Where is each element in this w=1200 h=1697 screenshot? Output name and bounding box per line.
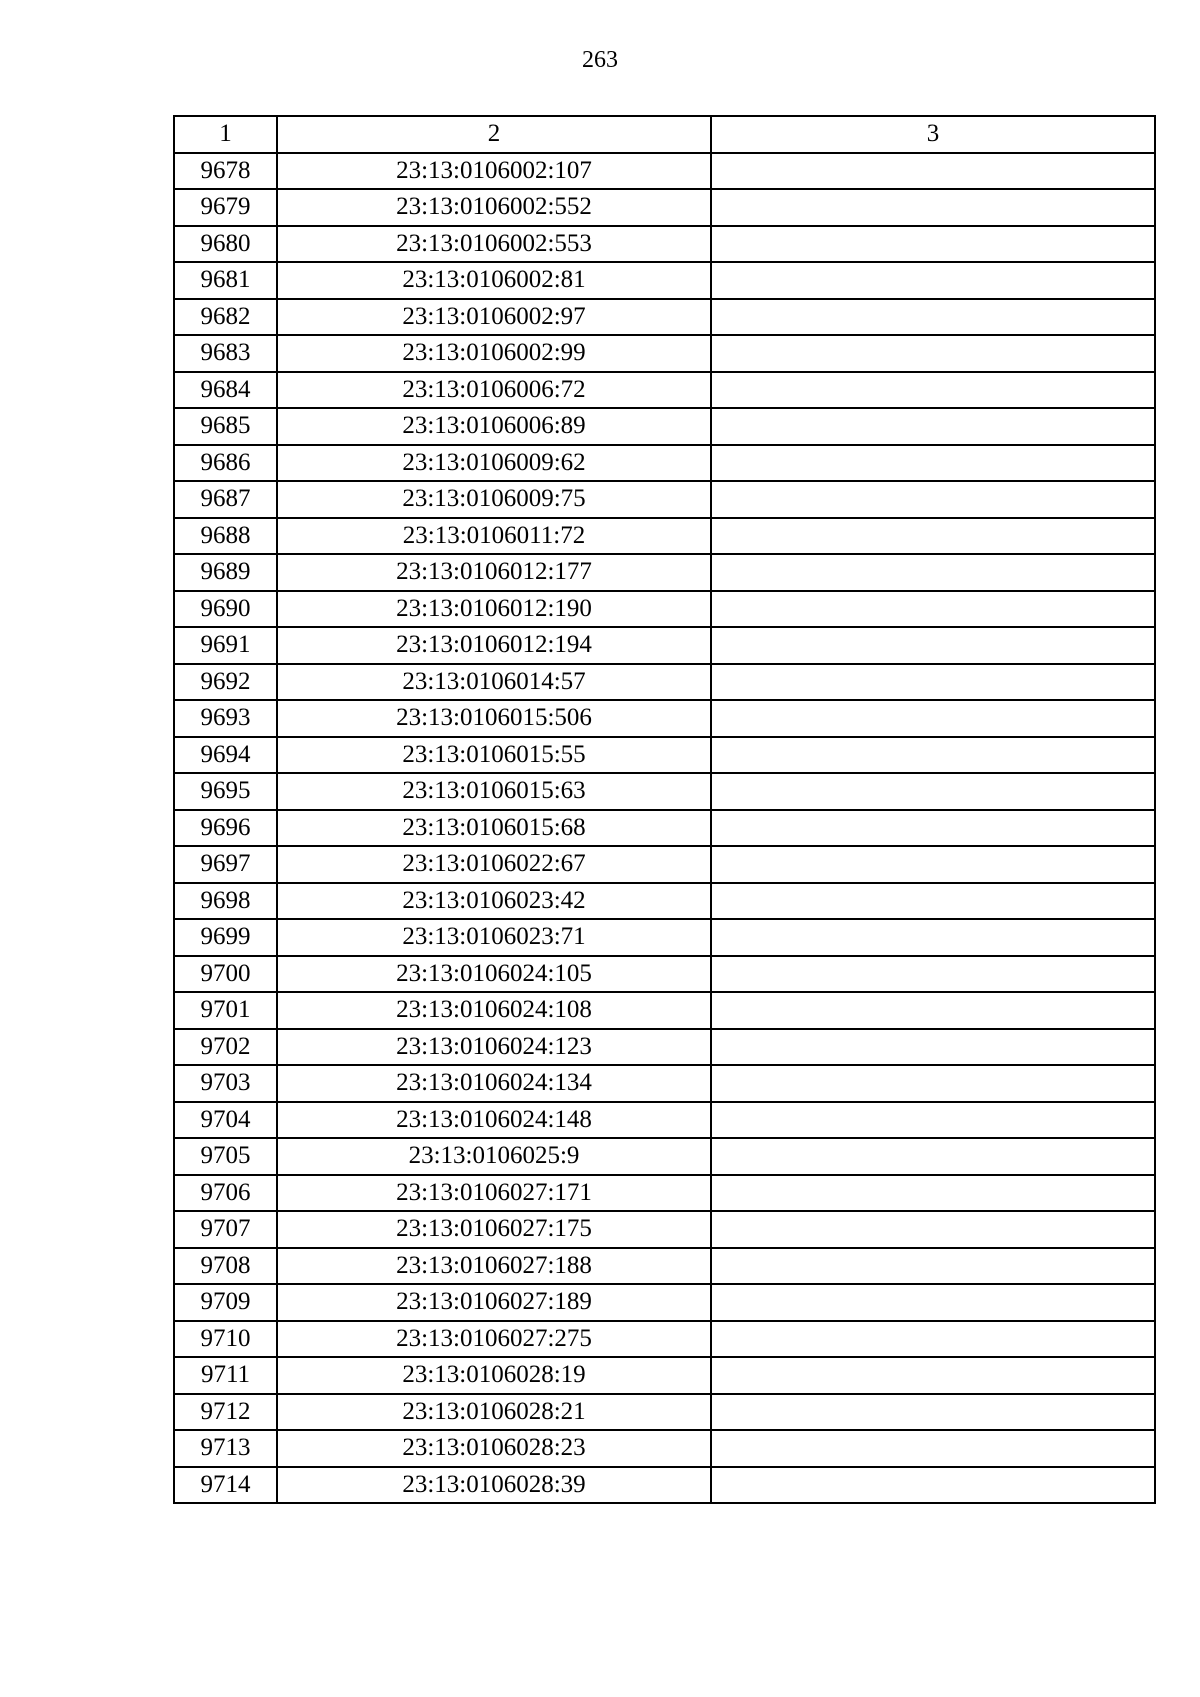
header-row bbox=[174, 116, 1155, 153]
table-row bbox=[174, 1248, 1155, 1285]
row-number-cell: 9682 bbox=[174, 299, 277, 336]
cadastral-number-cell: 23:13:0106015:63 bbox=[277, 773, 711, 810]
table-row bbox=[174, 1321, 1155, 1358]
row-number-cell: 9697 bbox=[174, 846, 277, 883]
table-row bbox=[174, 1029, 1155, 1066]
cadastral-number-cell: 23:13:0106012:194 bbox=[277, 627, 711, 664]
table-body bbox=[174, 153, 1155, 1504]
row-number-cell: 9708 bbox=[174, 1248, 277, 1285]
row-number-cell: 9690 bbox=[174, 591, 277, 628]
column-3-cell bbox=[711, 299, 1155, 336]
column-3-cell bbox=[711, 810, 1155, 847]
cadastral-number-cell: 23:13:0106014:57 bbox=[277, 664, 711, 701]
column-3-cell bbox=[711, 1357, 1155, 1394]
row-number-cell: 9698 bbox=[174, 883, 277, 920]
cadastral-number-cell: 23:13:0106027:189 bbox=[277, 1284, 711, 1321]
column-3-cell bbox=[711, 189, 1155, 226]
cadastral-number-cell: 23:13:0106024:123 bbox=[277, 1029, 711, 1066]
column-3-cell bbox=[711, 1284, 1155, 1321]
cadastral-number-cell: 23:13:0106025:9 bbox=[277, 1138, 711, 1175]
column-3-cell bbox=[711, 153, 1155, 190]
cadastral-number-cell: 23:13:0106009:62 bbox=[277, 445, 711, 482]
row-number-cell: 9691 bbox=[174, 627, 277, 664]
table-row bbox=[174, 1102, 1155, 1139]
row-number-cell: 9699 bbox=[174, 919, 277, 956]
table-row bbox=[174, 1357, 1155, 1394]
table-row bbox=[174, 737, 1155, 774]
table-row bbox=[174, 335, 1155, 372]
cadastral-number-cell: 23:13:0106002:552 bbox=[277, 189, 711, 226]
table-row bbox=[174, 810, 1155, 847]
cadastral-number-cell: 23:13:0106015:68 bbox=[277, 810, 711, 847]
cadastral-number-cell: 23:13:0106012:177 bbox=[277, 554, 711, 591]
column-3-cell bbox=[711, 1029, 1155, 1066]
column-header-2: 2 bbox=[277, 116, 711, 153]
cadastral-number-cell: 23:13:0106002:81 bbox=[277, 262, 711, 299]
row-number-cell: 9713 bbox=[174, 1430, 277, 1467]
table-header bbox=[174, 116, 1155, 153]
table-row bbox=[174, 299, 1155, 336]
column-3-cell bbox=[711, 956, 1155, 993]
table-row bbox=[174, 700, 1155, 737]
column-3-cell bbox=[711, 372, 1155, 409]
row-number-cell: 9688 bbox=[174, 518, 277, 555]
row-number-cell: 9706 bbox=[174, 1175, 277, 1212]
row-number-cell: 9696 bbox=[174, 810, 277, 847]
table-row bbox=[174, 1175, 1155, 1212]
cadastral-number-cell: 23:13:0106022:67 bbox=[277, 846, 711, 883]
column-3-cell bbox=[711, 262, 1155, 299]
column-3-cell bbox=[711, 883, 1155, 920]
cadastral-number-cell: 23:13:0106028:21 bbox=[277, 1394, 711, 1431]
table-row bbox=[174, 664, 1155, 701]
table-row bbox=[174, 1138, 1155, 1175]
table-row bbox=[174, 445, 1155, 482]
row-number-cell: 9714 bbox=[174, 1467, 277, 1504]
column-3-cell bbox=[711, 1065, 1155, 1102]
column-3-cell bbox=[711, 1248, 1155, 1285]
column-3-cell bbox=[711, 445, 1155, 482]
column-3-cell bbox=[711, 737, 1155, 774]
column-3-cell bbox=[711, 919, 1155, 956]
registry-table bbox=[173, 115, 1156, 1504]
table-row bbox=[174, 883, 1155, 920]
cadastral-number-cell: 23:13:0106009:75 bbox=[277, 481, 711, 518]
cadastral-number-cell: 23:13:0106012:190 bbox=[277, 591, 711, 628]
column-3-cell bbox=[711, 335, 1155, 372]
row-number-cell: 9693 bbox=[174, 700, 277, 737]
row-number-cell: 9702 bbox=[174, 1029, 277, 1066]
table-row bbox=[174, 408, 1155, 445]
row-number-cell: 9685 bbox=[174, 408, 277, 445]
table-row bbox=[174, 992, 1155, 1029]
table-row bbox=[174, 372, 1155, 409]
row-number-cell: 9705 bbox=[174, 1138, 277, 1175]
column-3-cell bbox=[711, 554, 1155, 591]
row-number-cell: 9684 bbox=[174, 372, 277, 409]
column-3-cell bbox=[711, 1211, 1155, 1248]
cadastral-number-cell: 23:13:0106011:72 bbox=[277, 518, 711, 555]
row-number-cell: 9710 bbox=[174, 1321, 277, 1358]
column-3-cell bbox=[711, 700, 1155, 737]
cadastral-number-cell: 23:13:0106002:99 bbox=[277, 335, 711, 372]
table-row bbox=[174, 773, 1155, 810]
column-3-cell bbox=[711, 408, 1155, 445]
table-row bbox=[174, 262, 1155, 299]
table-row bbox=[174, 591, 1155, 628]
row-number-cell: 9695 bbox=[174, 773, 277, 810]
cadastral-number-cell: 23:13:0106002:553 bbox=[277, 226, 711, 263]
column-3-cell bbox=[711, 773, 1155, 810]
table-row bbox=[174, 226, 1155, 263]
column-3-cell bbox=[711, 992, 1155, 1029]
table-row bbox=[174, 1211, 1155, 1248]
column-3-cell bbox=[711, 627, 1155, 664]
column-3-cell bbox=[711, 481, 1155, 518]
column-3-cell bbox=[711, 226, 1155, 263]
cadastral-number-cell: 23:13:0106006:72 bbox=[277, 372, 711, 409]
cadastral-number-cell: 23:13:0106024:148 bbox=[277, 1102, 711, 1139]
row-number-cell: 9700 bbox=[174, 956, 277, 993]
table-row bbox=[174, 518, 1155, 555]
row-number-cell: 9686 bbox=[174, 445, 277, 482]
column-3-cell bbox=[711, 518, 1155, 555]
column-3-cell bbox=[711, 1321, 1155, 1358]
row-number-cell: 9707 bbox=[174, 1211, 277, 1248]
column-3-cell bbox=[711, 846, 1155, 883]
table-row bbox=[174, 1430, 1155, 1467]
column-3-cell bbox=[711, 1430, 1155, 1467]
page-number: 263 bbox=[582, 47, 618, 73]
cadastral-number-cell: 23:13:0106027:188 bbox=[277, 1248, 711, 1285]
cadastral-number-cell: 23:13:0106028:39 bbox=[277, 1467, 711, 1504]
table-row bbox=[174, 1467, 1155, 1504]
table-row bbox=[174, 1065, 1155, 1102]
table-row bbox=[174, 153, 1155, 190]
cadastral-number-cell: 23:13:0106028:23 bbox=[277, 1430, 711, 1467]
cadastral-number-cell: 23:13:0106024:108 bbox=[277, 992, 711, 1029]
row-number-cell: 9683 bbox=[174, 335, 277, 372]
row-number-cell: 9678 bbox=[174, 153, 277, 190]
table-row bbox=[174, 481, 1155, 518]
table-row bbox=[174, 189, 1155, 226]
table-row bbox=[174, 846, 1155, 883]
row-number-cell: 9689 bbox=[174, 554, 277, 591]
row-number-cell: 9680 bbox=[174, 226, 277, 263]
cadastral-number-cell: 23:13:0106002:107 bbox=[277, 153, 711, 190]
row-number-cell: 9704 bbox=[174, 1102, 277, 1139]
row-number-cell: 9701 bbox=[174, 992, 277, 1029]
row-number-cell: 9679 bbox=[174, 189, 277, 226]
table-row bbox=[174, 1394, 1155, 1431]
table-row bbox=[174, 956, 1155, 993]
row-number-cell: 9703 bbox=[174, 1065, 277, 1102]
table-row bbox=[174, 919, 1155, 956]
row-number-cell: 9681 bbox=[174, 262, 277, 299]
cadastral-number-cell: 23:13:0106027:275 bbox=[277, 1321, 711, 1358]
table-row bbox=[174, 1284, 1155, 1321]
column-3-cell bbox=[711, 1102, 1155, 1139]
column-3-cell bbox=[711, 1175, 1155, 1212]
row-number-cell: 9694 bbox=[174, 737, 277, 774]
cadastral-number-cell: 23:13:0106028:19 bbox=[277, 1357, 711, 1394]
cadastral-number-cell: 23:13:0106024:134 bbox=[277, 1065, 711, 1102]
cadastral-number-cell: 23:13:0106027:171 bbox=[277, 1175, 711, 1212]
row-number-cell: 9687 bbox=[174, 481, 277, 518]
cadastral-number-cell: 23:13:0106027:175 bbox=[277, 1211, 711, 1248]
table-row bbox=[174, 627, 1155, 664]
column-header-1: 1 bbox=[174, 116, 277, 153]
row-number-cell: 9712 bbox=[174, 1394, 277, 1431]
column-3-cell bbox=[711, 1467, 1155, 1504]
row-number-cell: 9711 bbox=[174, 1357, 277, 1394]
column-3-cell bbox=[711, 1394, 1155, 1431]
cadastral-number-cell: 23:13:0106015:55 bbox=[277, 737, 711, 774]
cadastral-number-cell: 23:13:0106006:89 bbox=[277, 408, 711, 445]
cadastral-number-cell: 23:13:0106015:506 bbox=[277, 700, 711, 737]
cadastral-number-cell: 23:13:0106023:42 bbox=[277, 883, 711, 920]
cadastral-number-cell: 23:13:0106024:105 bbox=[277, 956, 711, 993]
table-row bbox=[174, 554, 1155, 591]
cadastral-number-cell: 23:13:0106023:71 bbox=[277, 919, 711, 956]
column-3-cell bbox=[711, 664, 1155, 701]
row-number-cell: 9709 bbox=[174, 1284, 277, 1321]
row-number-cell: 9692 bbox=[174, 664, 277, 701]
column-3-cell bbox=[711, 1138, 1155, 1175]
cadastral-number-cell: 23:13:0106002:97 bbox=[277, 299, 711, 336]
column-3-cell bbox=[711, 591, 1155, 628]
column-header-3: 3 bbox=[711, 116, 1155, 153]
